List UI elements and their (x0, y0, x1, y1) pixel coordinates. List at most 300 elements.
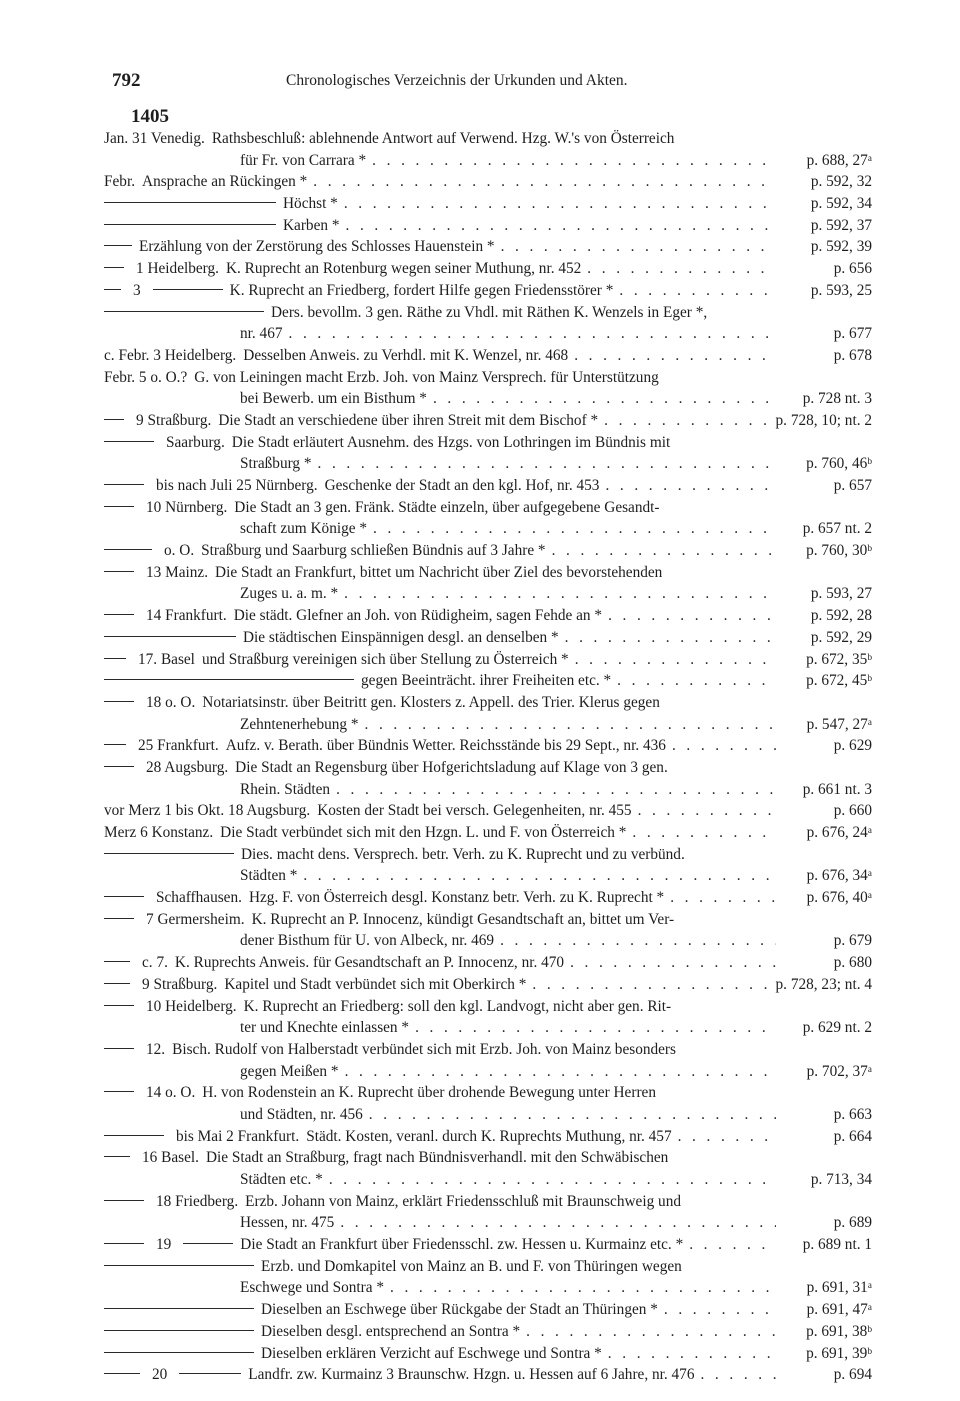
index-entry (104, 1343, 872, 1365)
ditto-rule (104, 310, 264, 312)
entry-line (104, 779, 872, 801)
entry-text: Die Stadt erläutert Ausnehm. des Hzgs. von Lothringen im Bündnis mit (231, 433, 671, 451)
index-entry (104, 215, 872, 237)
entry-line (104, 952, 872, 974)
entry-date: vor Merz 1 bis Okt. 18 Augsburg. (104, 802, 311, 820)
entry-date: c. 7. (142, 954, 168, 972)
entry-date: c. Febr. 3 Heidelberg. (104, 346, 237, 364)
entry-date: Schaffhausen. (156, 889, 242, 907)
entry-text: Landfr. zw. Kurmainz 3 Braunschw. Hzgn. u. Hessen auf 6 Jahre, nr. 476 (248, 1366, 695, 1384)
page-reference: p. 592, 34 (810, 195, 872, 213)
dot-leader (365, 714, 776, 736)
ditto-rule (104, 895, 144, 897)
dot-leader (587, 258, 776, 280)
dot-leader (318, 453, 776, 475)
entry-text: Hzg. F. von Österreich desgl. Konstanz betr. Verh. zu K. Ruprecht * (248, 889, 665, 907)
entry-line (104, 215, 872, 237)
page-reference: p. 679 (833, 932, 872, 950)
entry-line (104, 714, 872, 736)
dot-leader (373, 518, 776, 540)
ditto-rule (104, 743, 126, 745)
entry-line (104, 280, 872, 302)
page-reference: p. 680 (833, 954, 872, 972)
index-entry (104, 1234, 872, 1256)
index-entry (104, 909, 872, 952)
ditto-rule (104, 548, 152, 550)
entry-text: bei Bewerb. um ein Bisthum * (240, 390, 427, 408)
page-reference: p. 677 (833, 325, 872, 343)
entry-text: Dies. macht dens. Versprech. betr. Verh. zu K. Ruprecht und zu verbünd. (241, 845, 685, 863)
ditto-rule (104, 1155, 130, 1157)
index-entry (104, 497, 872, 540)
entry-text: Städten * (240, 867, 298, 885)
entry-text: Straßburg * (240, 455, 312, 473)
entry-line (104, 1343, 872, 1365)
entry-text: Die Stadt an verschiedene über ihren Streit mit dem Bischof * (218, 411, 599, 429)
entry-text: Aufz. v. Berath. über Bündnis Wetter. Reichsstände bis 29 Sept., nr. 436 (225, 737, 666, 755)
index-entry (104, 1299, 872, 1321)
page-reference: p. 661 nt. 3 (802, 780, 872, 798)
dot-leader (678, 1126, 776, 1148)
entry-line (104, 1256, 872, 1278)
entry-line (104, 735, 872, 757)
ditto-rule (104, 266, 124, 268)
dot-leader (565, 627, 776, 649)
entry-text: Die Stadt an Regensburg über Hofgerichtsladung auf Klage von 3 gen. (235, 758, 668, 776)
page-reference: p. 592, 37 (810, 216, 872, 234)
dot-leader (289, 323, 777, 345)
index-entry (104, 345, 872, 367)
entry-line (104, 1104, 872, 1126)
dot-leader (638, 800, 776, 822)
index-entry (104, 844, 872, 887)
running-head: Chronologisches Verzeichnis der Urkunden und Akten. (286, 72, 628, 89)
page-reference: p. 691, 31ᵃ (806, 1279, 872, 1297)
index-entry (104, 302, 872, 345)
ditto-rule (104, 505, 134, 507)
ditto-rule (104, 201, 276, 203)
ditto-rule (104, 1372, 140, 1374)
entry-text: Dieselben erklären Verzicht auf Eschwege und Sontra * (261, 1344, 602, 1362)
dot-leader (608, 605, 776, 627)
page-reference: p. 592, 32 (810, 173, 872, 191)
entry-date: 14 Frankfurt. (146, 607, 227, 625)
ditto-rule (104, 1047, 134, 1049)
entry-date: o. O. (164, 542, 195, 560)
entry-text: Erzählung von der Zerstörung des Schlosses Hauenstein * (139, 238, 495, 256)
dot-leader (575, 649, 776, 671)
dot-leader (329, 1169, 776, 1191)
page-reference: p. 672, 35ᵇ (806, 650, 872, 668)
index-entry (104, 1082, 872, 1125)
entry-text: Die Stadt an Straßburg, fragt nach Bündnisverhandl. mit den Schwäbischen (205, 1149, 669, 1167)
index-entry (104, 887, 872, 909)
index-entry (104, 193, 872, 215)
ditto-rule (104, 1004, 134, 1006)
dot-leader (433, 388, 776, 410)
index-entry (104, 280, 872, 302)
ditto-rule (104, 244, 132, 246)
dot-leader (574, 345, 776, 367)
page-reference: p. 663 (833, 1105, 872, 1123)
entry-date: 7 Germersheim. (146, 910, 245, 928)
ditto-rule (104, 1351, 254, 1353)
entry-text: nr. 467 (240, 325, 283, 343)
entry-text: K. Ruprechts Anweis. für Gesandtschaft an P. Innocenz, nr. 470 (174, 954, 565, 972)
entry-line (104, 996, 872, 1018)
page-reference: p. 676, 40ᵃ (806, 889, 872, 907)
page-reference: p. 728 nt. 3 (802, 390, 872, 408)
ditto-rule (104, 613, 134, 615)
entry-line (104, 605, 872, 627)
index-entry (104, 952, 872, 974)
index-entry (104, 258, 872, 280)
ditto-rule (104, 917, 134, 919)
dot-leader (570, 952, 776, 974)
ditto-rule (104, 288, 121, 290)
entry-date: 18 o. O. (146, 693, 196, 711)
entry-date: Febr. (104, 173, 136, 191)
entry-line (104, 1321, 872, 1343)
page-reference: p. 728, 10; nt. 2 (775, 411, 872, 429)
entry-line (104, 930, 872, 952)
entry-line (104, 410, 872, 432)
entry-text: ter und Knechte einlassen * (240, 1019, 410, 1037)
dot-leader (501, 236, 776, 258)
entry-text: Kosten der Stadt bei versch. Gelegenheiten, nr. 455 (317, 802, 632, 820)
index-entry (104, 1321, 872, 1343)
page-reference: p. 688, 27ᵃ (806, 151, 872, 169)
index-entry (104, 974, 872, 996)
entry-date: Saarburg. (166, 433, 225, 451)
entry-line (104, 844, 872, 866)
entry-line (104, 1061, 872, 1083)
index-entry (104, 800, 872, 822)
ditto-rule (104, 700, 134, 702)
entry-line (104, 453, 872, 475)
ditto-rule (104, 1264, 254, 1266)
index-entry (104, 367, 872, 410)
index-entry (104, 1191, 872, 1234)
page-reference: p. 676, 24ᵃ (806, 824, 872, 841)
entry-line (104, 171, 872, 193)
entry-text: Die Stadt verbündet sich mit den Hzgn. L. und F. von Österreich * (220, 824, 627, 841)
ditto-rule (104, 1199, 144, 1201)
ditto-rule (179, 1372, 241, 1374)
entry-line (104, 865, 872, 887)
dot-leader (372, 150, 776, 172)
entry-list (104, 128, 872, 1386)
ditto-rule (104, 570, 134, 572)
index-entry (104, 996, 872, 1039)
page-reference: p. 676, 34ᵃ (806, 867, 872, 885)
page-reference: p. 760, 30ᵇ (806, 542, 872, 560)
entry-date: 10 Nürnberg. (146, 498, 228, 516)
entry-line (104, 692, 872, 714)
index-entry (104, 562, 872, 605)
entry-text: Kapitel und Stadt verbündet sich mit Oberkirch * (224, 975, 527, 993)
entry-line (104, 1299, 872, 1321)
page-reference: p. 593, 27 (810, 585, 872, 603)
entry-date: Febr. 5 o. O.? (104, 368, 188, 386)
page-reference: p. 689 (833, 1214, 872, 1232)
entry-text: Eschwege und Sontra * (240, 1279, 385, 1297)
ditto-rule (104, 483, 144, 485)
page-reference: p. 760, 46ᵇ (806, 455, 872, 473)
ditto-rule (104, 678, 354, 680)
index-entry (104, 1147, 872, 1190)
entry-date: 9 Straßburg. (142, 975, 218, 993)
index-entry (104, 236, 872, 258)
ditto-rule (104, 960, 130, 962)
dot-leader (700, 1364, 776, 1386)
index-entry (104, 627, 872, 649)
entry-text: H. von Rodenstein an K. Ruprecht über drohende Bewegung unter Herren (202, 1084, 656, 1102)
entry-text: Rhein. Städten (240, 780, 331, 798)
entry-date: Jan. 31 Venedig. (104, 130, 205, 147)
ditto-rule (104, 1307, 254, 1309)
entry-line (104, 150, 872, 172)
dot-leader (608, 1343, 776, 1365)
page-reference: p. 656 (833, 260, 872, 278)
entry-text: Bisch. Rudolf von Halberstadt verbündet sich mit Erzb. Joh. von Mainz besonders (172, 1040, 676, 1058)
entry-line (104, 518, 872, 540)
entry-text: Die städtischen Einspännigen desgl. an denselben * (243, 628, 559, 646)
entry-line (104, 562, 872, 584)
ditto-rule (183, 1242, 233, 1244)
index-entry (104, 757, 872, 800)
entry-line (104, 367, 872, 389)
ditto-rule (104, 223, 276, 225)
page-reference: p. 664 (833, 1127, 872, 1145)
entry-text: Die städt. Glefner an Joh. von Rüdigheim, sagen Fehde an * (233, 607, 603, 625)
entry-date: bis Mai 2 Frankfurt. (176, 1127, 300, 1145)
dot-leader (670, 887, 776, 909)
dot-leader (344, 193, 776, 215)
entry-text: K. Ruprecht an P. Innocenz, kündigt Gesandtschaft an, bittet um Ver- (251, 910, 675, 928)
entry-line (104, 475, 872, 497)
entry-line (104, 887, 872, 909)
entry-text: G. von Leiningen macht Erzb. Joh. von Mainz Versprech. für Unterstützung (194, 368, 659, 386)
ditto-rule (104, 1242, 144, 1244)
entry-text: Notariatsinstr. über Beitritt gen. Klosters z. Appell. des Trier. Klerus gegen (202, 693, 660, 711)
index-entry (104, 605, 872, 627)
entry-date: 10 Heidelberg. (146, 997, 237, 1015)
entry-line (104, 1082, 872, 1104)
entry-line (104, 1147, 872, 1169)
ditto-rule (104, 1134, 164, 1136)
ditto-rule (153, 288, 223, 290)
page-number: 792 (112, 70, 141, 91)
page-reference: p. 629 nt. 2 (802, 1019, 872, 1037)
ditto-rule (104, 1090, 134, 1092)
index-entry (104, 475, 872, 497)
dot-leader (532, 974, 776, 996)
index-entry (104, 735, 872, 757)
dot-leader (500, 930, 776, 952)
entry-line (104, 345, 872, 367)
dot-leader (617, 670, 776, 692)
page-reference: p. 691, 38ᵇ (806, 1322, 872, 1340)
entry-line (104, 258, 872, 280)
entry-line (104, 323, 872, 345)
dot-leader (303, 865, 776, 887)
page-reference: p. 713, 34 (810, 1171, 872, 1188)
dot-leader (552, 540, 776, 562)
entry-date: 3 (133, 281, 141, 299)
entry-text: Erzb. und Domkapitel von Mainz an B. und F. von Thüringen wegen (261, 1257, 682, 1275)
entry-line (104, 757, 872, 779)
dot-leader (390, 1277, 776, 1299)
page-reference: p. 592, 28 (810, 607, 872, 625)
index-entry (104, 171, 872, 193)
index-entry (104, 410, 872, 432)
page-reference: p. 691, 39ᵇ (806, 1344, 872, 1362)
entry-line (104, 432, 872, 454)
entry-date: 1 Heidelberg. (136, 260, 219, 278)
ditto-rule (104, 852, 234, 854)
dot-leader (526, 1321, 776, 1343)
entry-text: Straßburg und Saarburg schließen Bündnis auf 3 Jahre * (201, 542, 546, 560)
entry-line (104, 128, 872, 150)
ditto-rule (104, 418, 124, 420)
entry-text: Erzb. Johann von Mainz, erklärt Friedensschluß mit Braunschweig und (245, 1192, 682, 1210)
page-reference: p. 660 (833, 802, 872, 820)
page-reference: p. 593, 25 (810, 281, 872, 299)
entry-date: 19 (156, 1236, 172, 1254)
dot-leader (619, 280, 776, 302)
entry-date: 20 (152, 1366, 168, 1384)
entry-line (104, 302, 872, 324)
entry-text: und Städten, nr. 456 (240, 1105, 363, 1123)
entry-line (104, 388, 872, 410)
entry-text: Zehntenerhebung * (240, 715, 359, 733)
dot-leader (632, 822, 776, 844)
entry-text: Ders. bevollm. 3 gen. Räthe zu Vhdl. mit Räthen K. Wenzels in Eger *, (271, 303, 708, 321)
entry-text: Rathsbeschluß: ablehnende Antwort auf Verwend. Hzg. W.'s von Österreich (211, 130, 675, 147)
year-heading: 1405 (131, 106, 169, 127)
dot-leader (340, 1212, 776, 1234)
entry-text: gegen Meißen * (240, 1062, 339, 1080)
entry-text: Karben * (283, 216, 340, 234)
page-reference: p. 702, 37ᵃ (806, 1062, 872, 1080)
entry-text: gegen Beeinträcht. ihrer Freiheiten etc. * (361, 672, 612, 690)
ditto-rule (104, 1329, 254, 1331)
entry-text: Städt. Kosten, veranl. durch K. Ruprechts Muthung, nr. 457 (306, 1127, 672, 1145)
index-entry (104, 1039, 872, 1082)
entry-line (104, 1364, 872, 1386)
entry-text: dener Bisthum für U. von Albeck, nr. 469 (240, 932, 495, 950)
index-entry (104, 1126, 872, 1148)
entry-date: 9 Straßburg. (136, 411, 212, 429)
dot-leader (672, 735, 776, 757)
entry-text: Hessen, nr. 475 (240, 1214, 335, 1232)
entry-text: K. Ruprecht an Friedberg, fordert Hilfe gegen Friedensstörer * (229, 281, 614, 299)
entry-line (104, 1277, 872, 1299)
entry-text: K. Ruprecht an Rotenburg wegen seiner Muthung, nr. 452 (225, 260, 582, 278)
page-reference: p. 694 (833, 1366, 872, 1384)
entry-line (104, 1169, 872, 1191)
entry-line (104, 1212, 872, 1234)
entry-date: 25 Frankfurt. (138, 737, 219, 755)
entry-date: 18 Friedberg. (156, 1192, 239, 1210)
entry-line (104, 1234, 872, 1256)
entry-text: Höchst * (283, 195, 338, 213)
ditto-rule (104, 657, 126, 659)
page-reference: p. 592, 39 (810, 238, 872, 256)
entry-line (104, 497, 872, 519)
page-reference: p. 728, 23; nt. 4 (775, 975, 872, 993)
entry-text: K. Ruprecht an Friedberg: soll den kgl. Landvogt, nicht aber gen. Rit- (243, 997, 672, 1015)
entry-line (104, 627, 872, 649)
entry-date: 14 o. O. (146, 1084, 196, 1102)
index-entry (104, 692, 872, 735)
entry-text: Dieselben desgl. entsprechend an Sontra * (261, 1322, 521, 1340)
index-entry (104, 822, 872, 844)
entry-line (104, 1039, 872, 1061)
index-entry (104, 540, 872, 562)
entry-line (104, 649, 872, 671)
dot-leader (344, 583, 776, 605)
entry-text: Zuges u. a. m. * (240, 585, 339, 603)
page-header (0, 70, 960, 92)
page-reference: p. 657 (833, 477, 872, 494)
entry-line (104, 540, 872, 562)
entry-date: 13 Mainz. (146, 563, 209, 581)
entry-date: 16 Basel. (142, 1149, 199, 1167)
page-reference: p. 629 (833, 737, 872, 755)
dot-leader (604, 410, 776, 432)
page-reference: p. 592, 29 (810, 628, 872, 646)
entry-text: Dieselben an Eschwege über Rückgabe der Stadt an Thüringen * (261, 1301, 658, 1319)
dot-leader (345, 1061, 776, 1083)
ditto-rule (104, 440, 154, 442)
dot-leader (313, 171, 776, 193)
entry-text: Die Stadt an Frankfurt, bittet um Nachricht über Ziel des bevorstehenden (215, 563, 663, 581)
ditto-rule (104, 765, 134, 767)
index-entry (104, 1364, 872, 1386)
entry-text: Die Stadt an 3 gen. Fränk. Städte einzeln, über aufgegebene Gesandt- (234, 498, 660, 516)
index-entry (104, 432, 872, 475)
index-entry (104, 670, 872, 692)
entry-text: Geschenke der Stadt an den kgl. Hof, nr. 453 (324, 477, 600, 494)
entry-line (104, 909, 872, 931)
entry-line (104, 1191, 872, 1213)
dot-leader (415, 1017, 776, 1039)
entry-line (104, 1017, 872, 1039)
entry-text: für Fr. von Carrara * (240, 151, 367, 169)
entry-date: 12. (146, 1040, 166, 1058)
entry-date: Merz 6 Konstanz. (104, 824, 214, 841)
dot-leader (336, 779, 776, 801)
entry-date: bis nach Juli 25 Nürnberg. (156, 477, 318, 494)
entry-line (104, 236, 872, 258)
page-reference: p. 657 nt. 2 (802, 520, 872, 538)
entry-date: 17. Basel (138, 650, 195, 668)
entry-line (104, 1126, 872, 1148)
dot-leader (605, 475, 776, 497)
entry-line (104, 800, 872, 822)
page-reference: p. 672, 45ᵇ (806, 672, 872, 690)
entry-line (104, 822, 872, 844)
ditto-rule (104, 635, 236, 637)
entry-text: Desselben Anweis. zu Verhdl. mit K. Wenzel, nr. 468 (243, 346, 569, 364)
dot-leader (689, 1234, 776, 1256)
ditto-rule (104, 982, 130, 984)
page-reference: p. 547, 27ᵃ (806, 715, 872, 733)
entry-text: schaft zum Könige * (240, 520, 368, 538)
page-reference: p. 691, 47ᵃ (806, 1301, 872, 1319)
